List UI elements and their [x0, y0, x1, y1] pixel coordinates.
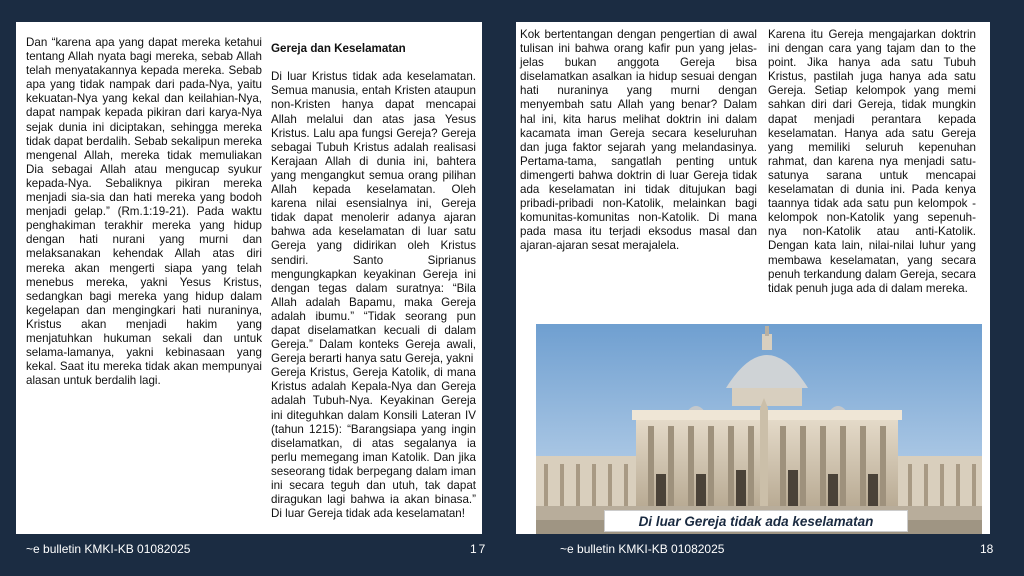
basilica-illustration: [536, 324, 982, 534]
column-2-text: Di luar Kristus tidak ada keselamatan. Semua manusia, entah Kristen ataupun non-Kristen hanya dapat mencapai Allah melalui dan atas jasa Yesus Kristus. Lalu apa fungsi Gereja? Gereja sebagai Tubuh Kristus adalah realisasi Kerajaan Allah di dunia ini, bahtera yang mengangkut semua orang pilihan Allah kepada keselamatan. Oleh karena nilai esensialnya ini, Gereja tidak dapat menolerir adanya ajaran bahwa ada keselamatan di luar satu Gereja yang didirikan oleh Kristus sendiri. Santo Siprianus mengungkapkan keyakinan Gereja ini dengan tegas dalam suratnya: “Bila Allah adalah Bapamu, maka Gereja adalah ibumu.” “Tidak seorang pun dapat diselamatkan kecuali di dalam Gereja.” Dalam konteks Gereja awali, Gereja berarti hanya satu Gereja, yakni Gereja Kristus, Gereja Katolik, di mana Kristus adalah Kepala-Nya dan Gereja adalah Tubuh-Nya. Keyakinan Gereja ini diteguhkan dalam Konsili Lateran IV (tahun 1215): “Barangsiapa yang ingin diselamatkan, di atas segalanya ia perlu memegang iman Katolik. Dan jika seseorang tidak berpegang dalam iman ini secara teguh dan utuh, tak dapat diragukan lagi bahwa ia akan binasa.” Di luar Gereja tidak ada keselamatan!: [271, 70, 476, 521]
section-heading: Gereja dan Keselamatan: [271, 42, 406, 56]
left-page: [16, 22, 482, 534]
church-photo: [536, 324, 982, 534]
right-page: [516, 22, 990, 534]
page-number-left: 17: [470, 542, 488, 556]
column-3-text: Kok bertentangan dengan pengertian di awal tulisan ini bahwa orang kafir pun yang jelas-jelas bukan anggota Gereja bisa diselamatkan asalkan ia hidup sesuai dengan hati nuraninya yang murni dengan menyembah satu Allah yang benar? Dalam hal ini, kita harus melihat doktrin ini dalam kacamata iman Gereja secara keseluruhan dan juga faktor sejarah yang melandasinya. Pertama-tama, sangatlah penting untuk dimengerti bahwa doktrin di luar Gereja tidak ada keselamatan ini tidak ditujukan bagi pribadi-pribadi non-Katolik, melainkan bagi komunitas-komunitas non-Katolik. Di mana pada masa itu terjadi eksodus masal dan ajaran-ajaran sesat merajalela.: [520, 28, 757, 253]
column-2: [271, 28, 476, 521]
photo-caption: Di luar Gereja tidak ada keselamatan: [604, 510, 908, 532]
page-number-right: 18: [980, 542, 994, 556]
column-1-text: Dan “karena apa yang dapat mereka ketahui tentang Allah nyata bagi mereka, sebab Allah telah menyatakannya kepada mereka. Sebab apa yang tidak nampak dari pada-Nya, yaitu kekuatan-Nya yang kekal dan keilahian-Nya, dapat nampak kepada pikiran dari karya-Nya sejak dunia ini diciptakan, sehingga mereka tidak dapat berdalih. Sebab sekalipun mereka mengenal Allah, mereka tidak memuliakan Dia sebagai Allah atau mengucap syukur kepada-Nya. Sebaliknya pikiran mereka menjadi sia-sia dan hati mereka yang bodoh menjadi gelap.” (Rm.1:19-21). Pada waktu penghakiman terakhir mereka yang hidup dengan hati nurani yang murni dan melaksanakan kehendak Allah atas diri mereka akan mengerti siapa yang telah menebus mereka, yakni Yesus Kristus, sedangkan bagi mereka yang hidup dalam kegelapan dan mengingkari hati nuraninya, Kristus akan menjadi hakim yang menjatuhkan hukuman sekali dan untuk selama-lamanya, yakni kebinasaan yang kekal. Saat itu mereka tidak akan mempunyai alasan untuk berdalih lagi.: [26, 36, 262, 388]
footer-bulletin-right: ~e bulletin KMKI-KB 01082025: [560, 542, 725, 556]
column-4-text: Karena itu Gereja mengajarkan doktrin ini dengan cara yang tajam dan to the point. Jika hanya ada satu Tubuh Kristus, pastilah juga hanya ada satu Gereja. Setiap kelompok yang memi sahkan diri dari Gereja, tidak mungkin dapat menjadi perantara kepada keselamatan. Hanya ada satu Gereja yang memiliki seluruh kepenuhan rahmat, dan karena nya menjadi satu-satunya sarana untuk mencapai keselamatan di dunia ini. Pada kenya taannya tidak ada satu pun kelompok - kelompok non-Katolik yang sepenuh-nya non-Katolik atau anti-Katolik. Dengan kata lain, nilai-nilai luhur yang membawa keselamatan, yang secara penuh terkandung dalam Gereja, secara tidak penuh juga ada di dalam mereka.: [768, 28, 976, 295]
footer-bulletin-left: ~e bulletin KMKI-KB 01082025: [26, 542, 191, 556]
